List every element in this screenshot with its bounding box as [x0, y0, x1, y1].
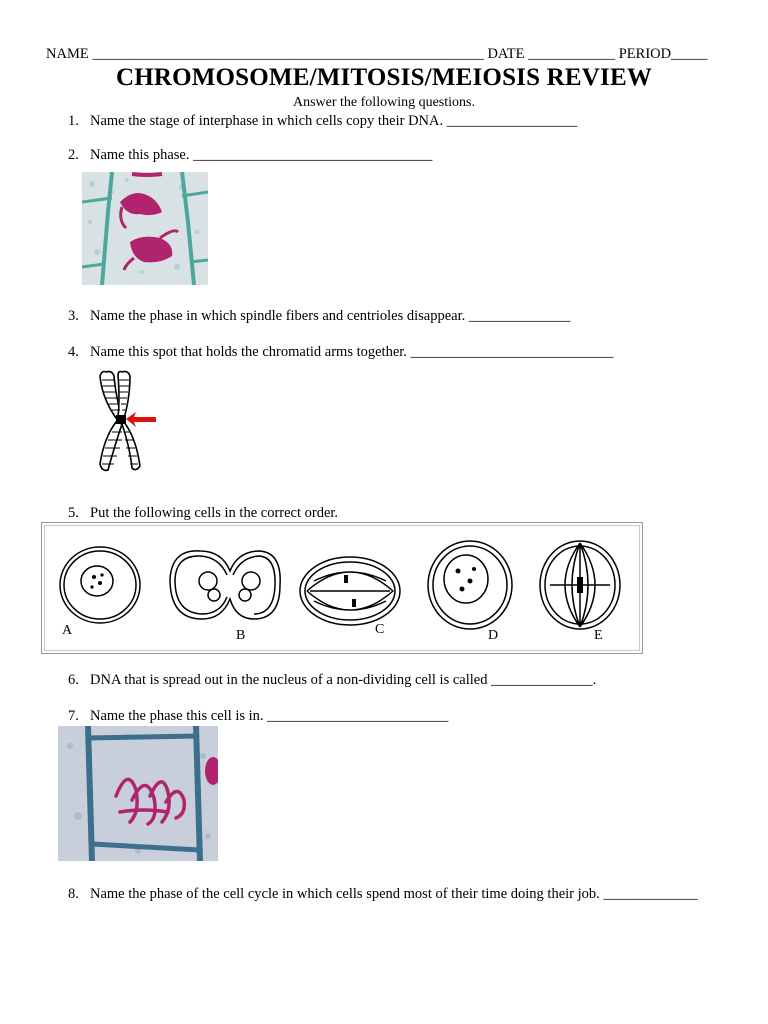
cell-label-c: C: [375, 622, 385, 637]
question-number: 8.: [68, 886, 79, 902]
chromosome-centromere-image: [92, 368, 162, 474]
question-6: [68, 672, 596, 689]
question-3: [68, 308, 570, 325]
question-text: Name the phase this cell is in. _________________________: [90, 708, 449, 724]
question-text: Put the following cells in the correct order.: [90, 505, 339, 521]
question-text: Name the phase of the cell cycle in which cells spend most of their time doing their job. _____________: [90, 886, 698, 902]
question-number: 3.: [68, 308, 79, 324]
cell-label-e: E: [594, 628, 603, 643]
header-name-date-period: NAME ______________________________________________________ DATE ____________ PERIOD_____: [46, 46, 708, 62]
prophase-micrograph-image: [58, 726, 218, 861]
cell-label-d: D: [488, 628, 499, 643]
cell-label-b: B: [236, 628, 246, 643]
question-8: [68, 886, 698, 903]
question-text: Name this phase. _________________________________: [90, 147, 433, 163]
question-text: Name this spot that holds the chromatid arms together. ____________________________: [90, 344, 614, 360]
anaphase-micrograph-image: [82, 172, 208, 285]
question-number: 6.: [68, 672, 79, 688]
question-number: 2.: [68, 147, 79, 163]
page-title: CHROMOSOME/MITOSIS/MEIOSIS REVIEW: [115, 64, 653, 91]
question-number: 4.: [68, 344, 79, 360]
question-text: DNA that is spread out in the nucleus of a non-dividing cell is called ______________.: [90, 672, 597, 688]
instructions: Answer the following questions.: [293, 95, 475, 110]
question-number: 5.: [68, 505, 79, 521]
question-4: [68, 344, 614, 361]
question-number: 7.: [68, 708, 79, 724]
question-text: Name the stage of interphase in which cells copy their DNA. __________________: [90, 113, 578, 129]
question-1: [68, 113, 577, 130]
mitosis-cells-diagram: [41, 522, 643, 654]
cell-label-a: A: [62, 623, 73, 638]
question-5: [68, 505, 338, 522]
question-text: Name the phase in which spindle fibers and centrioles disappear. ______________: [90, 308, 571, 324]
question-2: [68, 147, 432, 164]
question-number: 1.: [68, 113, 79, 129]
question-7: [68, 708, 448, 725]
